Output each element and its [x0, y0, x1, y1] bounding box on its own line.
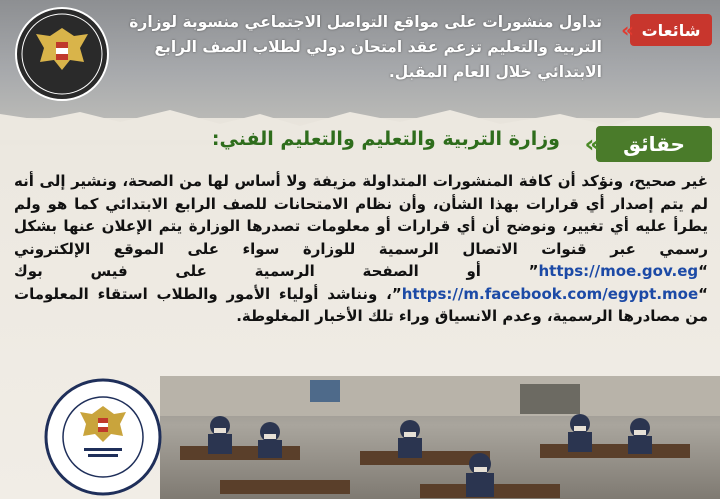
classroom-illustration — [160, 376, 720, 499]
moe-facebook-link[interactable]: https://m.facebook.com/egypt.moe — [401, 284, 699, 303]
fact-body-part3: ”، ونناشد أولياء الأمور والطلاب استقاء المعلومات من مصادرها الرسمية، وعدم الانسياق وراء تلك الأخبار المغلوطة. — [14, 284, 708, 325]
fact-chevron-icon: « — [584, 130, 592, 158]
fact-body-part2: ” أو الصفحة الرسمية على فيس بوك “ — [14, 262, 708, 303]
rumor-tag: شائعات — [630, 14, 712, 46]
fact-tag: حقائق — [596, 126, 712, 162]
ministry-logo-icon — [44, 378, 162, 496]
moe-website-link[interactable]: https://moe.gov.eg — [538, 262, 699, 280]
fact-title: وزارة التربية والتعليم والتعليم الفني: — [211, 128, 560, 150]
rumor-chevron-icon: « — [621, 18, 628, 42]
classroom-photo — [160, 376, 720, 499]
fact-body — [14, 170, 708, 328]
cabinet-emblem-icon — [14, 4, 110, 104]
rumor-text: تداول منشورات على مواقع التواصل الاجتماعي منسوبة لوزارة التربية والتعليم تزعم عقد امتحان دولي لطلاب الصف الرابع الابتدائي خلال العام المقبل. — [129, 13, 602, 81]
fact-body-part1: غير صحيح، ونؤكد أن كافة المنشورات المتداولة مزيفة ولا أساس لها من الصحة، ونشير إلى أنه لم يتم إصدار أي قرارات بهذا الشأن، وأن نظام الامتحانات للصف الرابع الابتدائي كما هو ولم يطرأ عليه أي تغيير، ونوضح أن أي قرارات أو معلومات تصدرها الوزارة يتم الإعلان عنها بشكل رسمي عبر قنوات الاتصال الرسمية للوزارة سواء على الموقع الإلكتروني “ — [14, 172, 708, 280]
